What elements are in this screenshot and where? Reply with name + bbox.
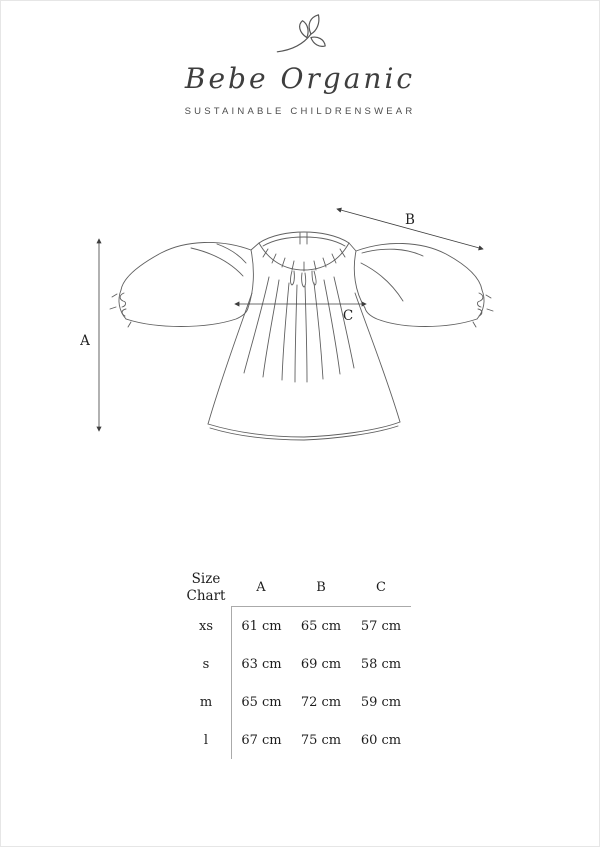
size-label: xs — [198, 618, 213, 634]
measurement-value: 65 cm — [231, 683, 291, 721]
measurement-value: 58 cm — [360, 656, 402, 672]
garment-diagram — [71, 193, 511, 453]
measurement-value: 67 cm — [231, 721, 291, 759]
size-label: l — [203, 732, 209, 748]
measurement-value: 65 cm — [300, 618, 342, 634]
measure-label-b: B — [405, 212, 415, 228]
brand-name: Bebe Organic — [184, 62, 416, 95]
measure-label-a: A — [80, 333, 90, 349]
measurement-value: 61 cm — [231, 607, 291, 645]
size-chart-table — [181, 569, 411, 759]
measurement-value: 60 cm — [360, 732, 402, 748]
blouse-sketch — [110, 232, 493, 440]
leaf-sprig-icon — [273, 14, 327, 56]
measurement-value: 59 cm — [360, 694, 402, 710]
measurement-value: 63 cm — [231, 645, 291, 683]
brand-header — [1, 14, 599, 117]
measure-label-c: C — [342, 308, 354, 324]
measurement-value: 72 cm — [300, 694, 342, 710]
column-header-c: C — [351, 569, 411, 607]
column-header-b: B — [291, 569, 351, 607]
measurement-value: 57 cm — [360, 618, 402, 634]
measurement-value: 75 cm — [300, 732, 342, 748]
size-chart-title: Size Chart — [186, 571, 226, 604]
size-label: m — [199, 694, 213, 710]
size-label: s — [202, 656, 210, 672]
measurement-value: 69 cm — [300, 656, 342, 672]
brand-tagline: SUSTAINABLE CHILDRENSWEAR — [184, 106, 416, 117]
column-header-a: A — [231, 569, 291, 607]
